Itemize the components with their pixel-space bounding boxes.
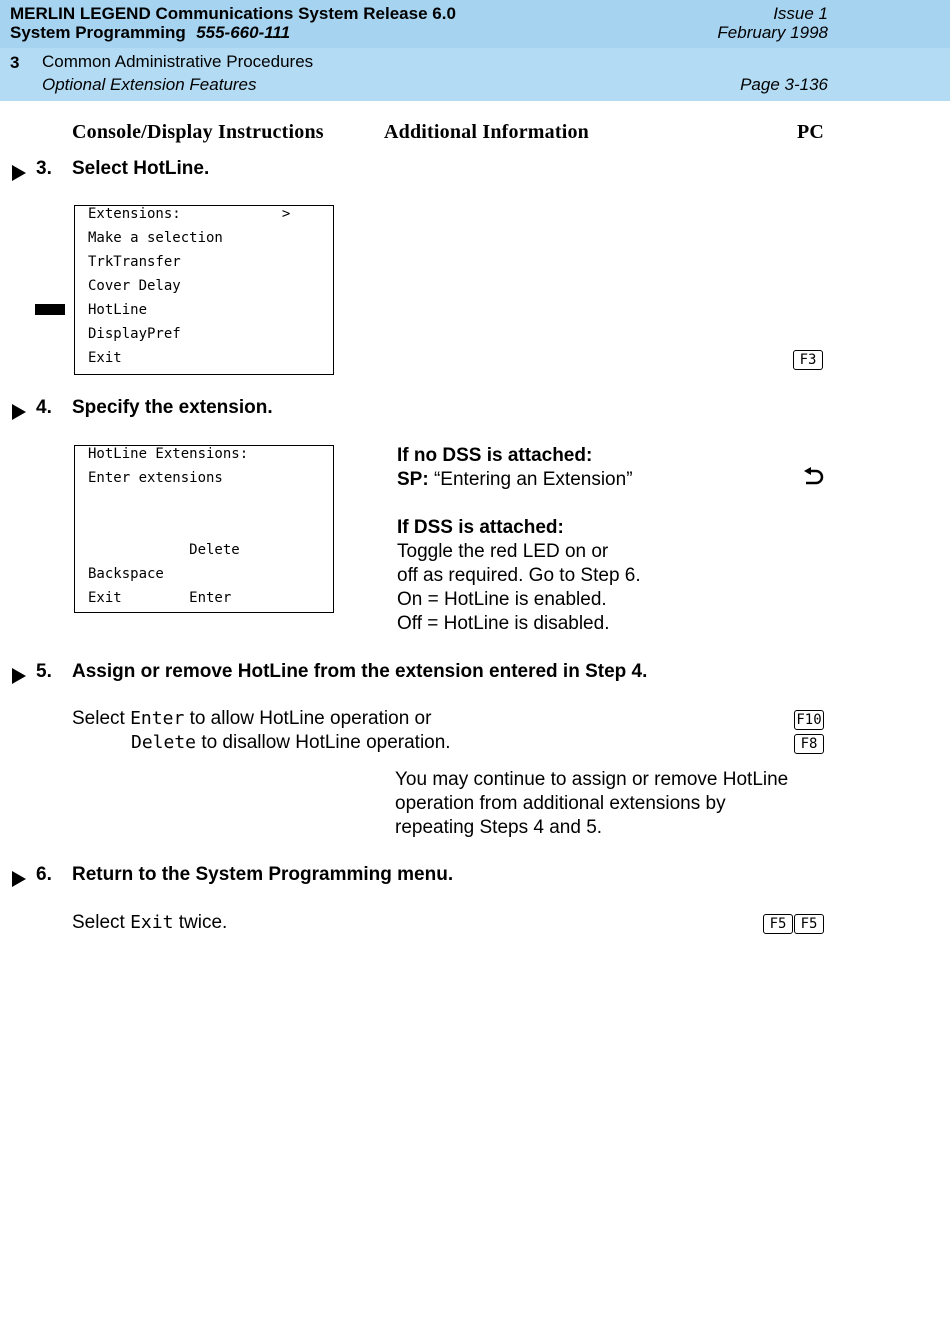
no-dss-heading: If no DSS is attached: bbox=[397, 445, 593, 466]
exit-option[interactable]: Exit bbox=[130, 912, 174, 933]
issue-label: Issue 1 bbox=[773, 4, 828, 23]
step-arrow-icon bbox=[12, 165, 26, 181]
function-key-f3[interactable]: F3 bbox=[793, 350, 823, 370]
sp-reference bbox=[397, 468, 641, 492]
column-heading-additional: Additional Information bbox=[384, 121, 589, 143]
step-5-title: Assign or remove HotLine from the extension entered in Step 4. bbox=[72, 661, 648, 682]
step-5-note bbox=[395, 768, 788, 840]
chapter-title: Common Administrative Procedures bbox=[42, 52, 314, 71]
screen-option-exit-enter[interactable]: Exit Enter bbox=[88, 590, 232, 606]
select-text: Select bbox=[72, 708, 125, 729]
instruction-text: twice. bbox=[178, 912, 228, 933]
column-heading-console: Console/Display Instructions bbox=[72, 121, 324, 143]
screen-line: Make a selection bbox=[88, 230, 223, 246]
chapter-number: 3 bbox=[10, 53, 20, 72]
dss-line: Toggle the red LED on or bbox=[397, 541, 609, 562]
document-number: 555-660-111 bbox=[196, 23, 291, 42]
sp-label: SP: bbox=[397, 469, 429, 490]
screen-line: Enter extensions bbox=[88, 470, 223, 486]
step-6-title: Return to the System Programming menu. bbox=[72, 864, 454, 885]
screen-option-exit[interactable]: Exit bbox=[88, 350, 122, 366]
step-4-info bbox=[397, 444, 641, 636]
instruction-text: to disallow HotLine operation. bbox=[201, 732, 451, 753]
step-4-number: 4. bbox=[36, 397, 52, 418]
note-line: You may continue to assign or remove HotLine bbox=[395, 769, 789, 790]
instruction-text: to allow HotLine operation or bbox=[189, 708, 432, 729]
screen-option-backspace[interactable]: Backspace bbox=[88, 566, 164, 582]
step-3-number: 3. bbox=[36, 158, 52, 179]
screen-line: HotLine Extensions: bbox=[88, 446, 249, 462]
screen-option-hotline[interactable]: HotLine bbox=[88, 302, 148, 318]
issue-date: February 1998 bbox=[717, 23, 828, 42]
step-arrow-icon bbox=[12, 404, 26, 420]
function-key-f10[interactable]: F10 bbox=[794, 710, 824, 730]
column-heading-pc: PC bbox=[797, 121, 825, 143]
step-arrow-icon bbox=[12, 871, 26, 887]
document-subtitle bbox=[10, 23, 290, 43]
screen-option-cover-delay[interactable]: Cover Delay bbox=[88, 278, 181, 294]
step-5-number: 5. bbox=[36, 661, 52, 682]
step-5-line-1 bbox=[72, 708, 431, 730]
select-text: Select bbox=[72, 912, 125, 933]
note-line: operation from additional extensions by bbox=[395, 793, 726, 814]
screen-option-trktransfer[interactable]: TrkTransfer bbox=[88, 254, 181, 270]
step-arrow-icon bbox=[12, 668, 26, 684]
display-screen-extensions bbox=[74, 205, 334, 375]
page-number: Page 3-136 bbox=[740, 75, 828, 94]
selection-pointer-icon bbox=[35, 304, 65, 315]
step-6-number: 6. bbox=[36, 864, 52, 885]
dss-line: off as required. Go to Step 6. bbox=[397, 565, 641, 586]
function-key-f8[interactable]: F8 bbox=[794, 734, 824, 754]
display-screen-hotline-extensions bbox=[74, 445, 334, 613]
dss-heading: If DSS is attached: bbox=[397, 517, 564, 538]
screen-line: Extensions: > bbox=[88, 206, 291, 222]
step-6-line bbox=[72, 912, 227, 934]
step-3-title: Select HotLine. bbox=[72, 158, 210, 179]
subtitle-bold: System Programming bbox=[10, 23, 186, 42]
return-arrow-icon bbox=[802, 467, 824, 487]
step-4-title: Specify the extension. bbox=[72, 397, 273, 418]
screen-option-displaypref[interactable]: DisplayPref bbox=[88, 326, 181, 342]
function-key-f5[interactable]: F5 bbox=[763, 914, 793, 934]
delete-option[interactable]: Delete bbox=[131, 732, 197, 753]
step-5-line-2 bbox=[131, 732, 451, 754]
section-title: Optional Extension Features bbox=[42, 75, 257, 94]
enter-option[interactable]: Enter bbox=[130, 708, 185, 729]
document-title: MERLIN LEGEND Communications System Release 6.0 bbox=[10, 4, 456, 23]
screen-option-delete[interactable]: Delete bbox=[88, 542, 240, 558]
sp-link[interactable]: “Entering an Extension” bbox=[433, 469, 633, 490]
function-key-f5[interactable]: F5 bbox=[794, 914, 824, 934]
dss-line: On = HotLine is enabled. bbox=[397, 589, 607, 610]
dss-line: Off = HotLine is disabled. bbox=[397, 613, 610, 634]
note-line: repeating Steps 4 and 5. bbox=[395, 817, 603, 838]
